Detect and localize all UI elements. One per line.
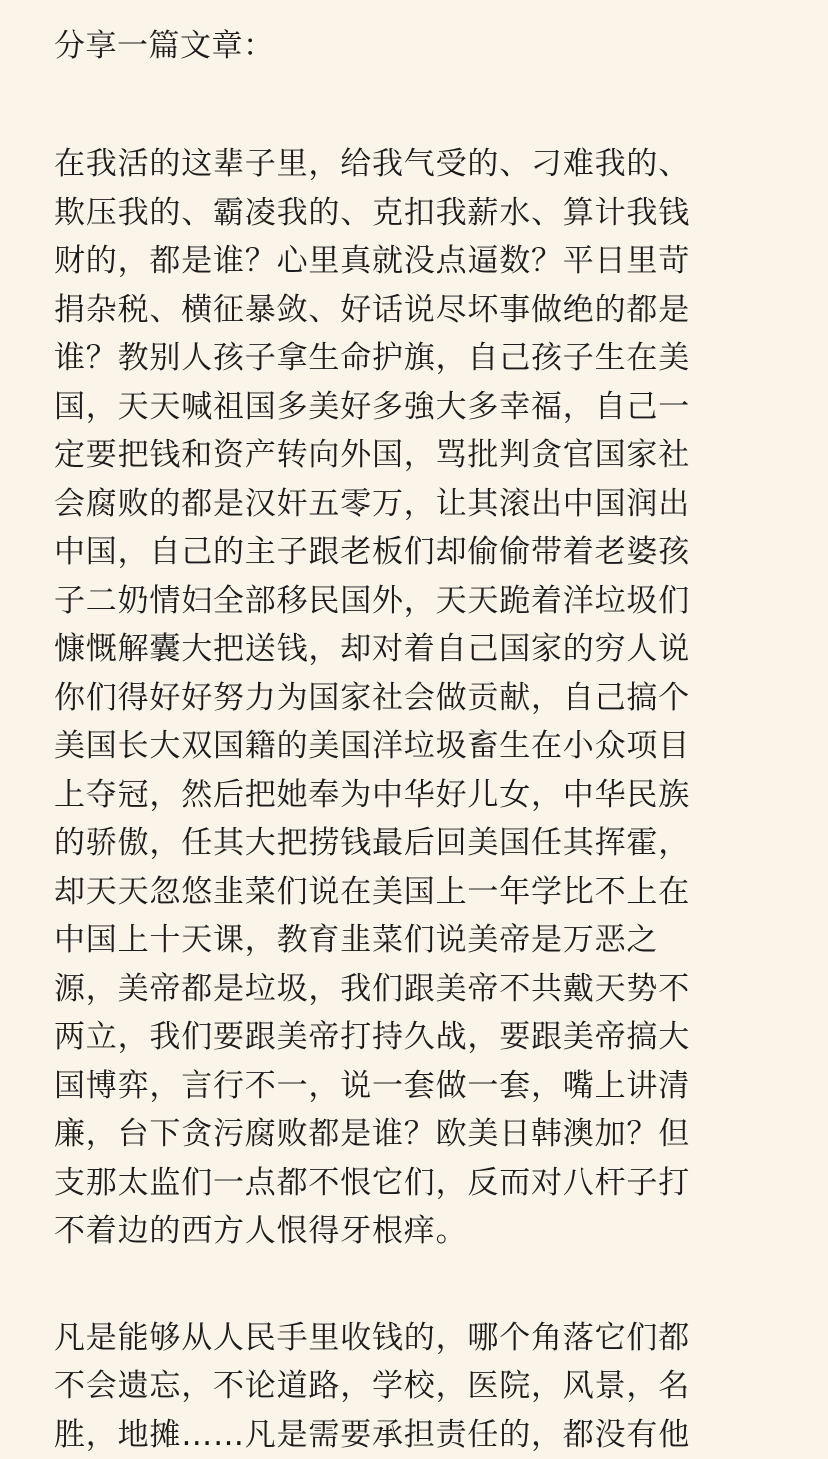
text-line: 不着边的西方人恨得牙根痒。 [54, 1207, 788, 1256]
text-line: 定要把钱和资产转向外国，骂批判贪官国家社 [54, 431, 788, 480]
text-line: 廉，台下贪污腐败都是谁？欧美日韩澳加？但 [54, 1110, 788, 1159]
text-line: 谁？教别人孩子拿生命护旗，自己孩子生在美 [54, 334, 788, 383]
article-title: 分享一篇文章： [54, 22, 788, 70]
text-line: 美国长大双国籍的美国洋垃圾畜生在小众项目 [54, 722, 788, 771]
text-line: 国，天天喊祖国多美好多強大多幸福，自己一 [54, 383, 788, 432]
text-line: 支那太监们一点都不恨它们，反而对八杆子打 [54, 1159, 788, 1208]
text-line: 的骄傲，任其大把捞钱最后回美国任其挥霍， [54, 819, 788, 868]
paragraph-2 [54, 1314, 788, 1459]
text-line: 中国上十天课，教育韭菜们说美帝是万恶之 [54, 916, 788, 965]
text-line: 慷慨解囊大把送钱，却对着自己国家的穷人说 [54, 625, 788, 674]
text-line: 上夺冠，然后把她奉为中华好儿女，中华民族 [54, 771, 788, 820]
text-line: 财的，都是谁？心里真就没点逼数？平日里苛 [54, 237, 788, 286]
text-line: 源，美帝都是垃圾，我们跟美帝不共戴天势不 [54, 965, 788, 1014]
text-line: 会腐败的都是汉奸五零万，让其滚出中国润出 [54, 480, 788, 529]
text-line: 在我活的这辈子里，给我气受的、刁难我的、 [54, 140, 788, 189]
text-line: 子二奶情妇全部移民国外，天天跪着洋垃圾们 [54, 577, 788, 626]
text-line: 两立，我们要跟美帝打持久战，要跟美帝搞大 [54, 1013, 788, 1062]
spacer [54, 70, 788, 140]
text-line: 捐杂税、横征暴敛、好话说尽坏事做绝的都是 [54, 286, 788, 335]
paragraph-1 [54, 140, 788, 1256]
text-line: 不会遗忘，不论道路，学校，医院，风景，名 [54, 1362, 788, 1411]
paragraph-gap [54, 1256, 788, 1314]
text-line: 欺压我的、霸凌我的、克扣我薪水、算计我钱 [54, 189, 788, 238]
text-line: 凡是能够从人民手里收钱的，哪个角落它们都 [54, 1314, 788, 1363]
text-line: 中国，自己的主子跟老板们却偷偷带着老婆孩 [54, 528, 788, 577]
text-line: 胜，地摊……凡是需要承担责任的，都没有他 [54, 1411, 788, 1459]
text-line: 却天天忽悠韭菜们说在美国上一年学比不上在 [54, 868, 788, 917]
text-line: 国博弈，言行不一，说一套做一套，嘴上讲清 [54, 1062, 788, 1111]
text-line: 你们得好好努力为国家社会做贡献，自己搞个 [54, 674, 788, 723]
